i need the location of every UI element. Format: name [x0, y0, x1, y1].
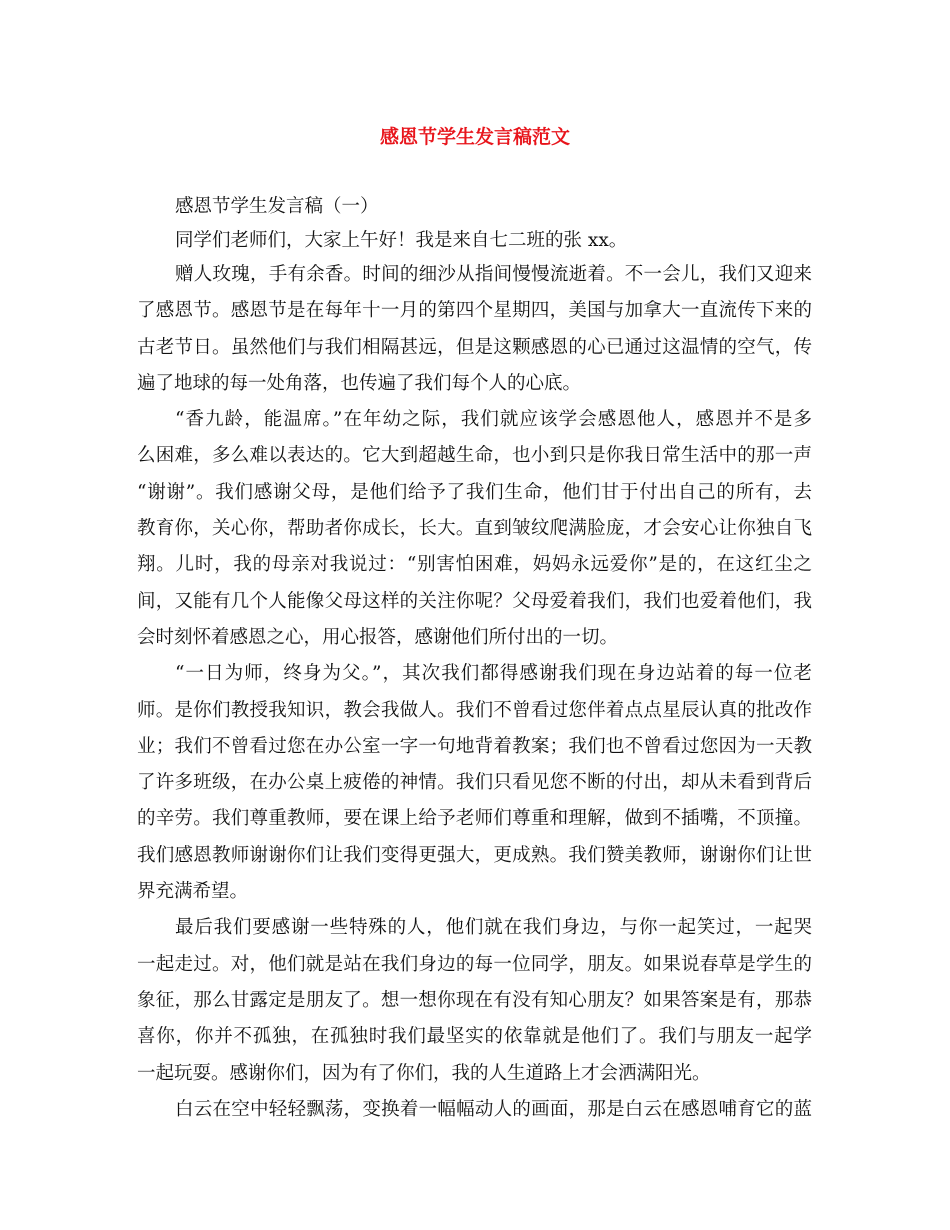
- paragraph: [137, 402, 812, 656]
- text-line: 白云在空中轻轻飘荡，变换着一幅幅动人的画面，那是白云在感恩哺育它的蓝: [175, 1098, 812, 1120]
- text-line: 古老节日。虽然他们与我们相隔甚远，但是这颗感恩的心已通过这温情的空气，传: [137, 336, 812, 358]
- text-line: 我们感恩教师谢谢你们让我们变得更强大，更成熟。我们赞美教师，谢谢你们让世: [137, 844, 812, 866]
- text-line: 翔。儿时，我的母亲对我说过：“别害怕困难，妈妈永远爱你”是的，在这红尘之: [137, 554, 812, 576]
- paragraph: [137, 656, 812, 910]
- text-line: “谢谢”。我们感谢父母，是他们给予了我们生命，他们甘于付出自己的所有，去: [137, 481, 812, 503]
- paragraph: [137, 1092, 812, 1128]
- paragraph: [137, 257, 812, 402]
- text-line: 一起走过。对，他们就是站在我们身边的每一位同学，朋友。如果说春草是学生的: [137, 953, 812, 975]
- text-line: 的辛劳。我们尊重教师，要在课上给予老师们尊重和理解，做到不插嘴，不顶撞。: [137, 808, 812, 830]
- text-line: 一起玩耍。感谢你们，因为有了你们，我的人生道路上才会洒满阳光。: [137, 1062, 711, 1084]
- text-line: 界充满希望。: [137, 881, 249, 903]
- text-line: 了感恩节。感恩节是在每年十一月的第四个星期四，美国与加拿大一直流传下来的: [137, 300, 812, 322]
- text-line: 业；我们不曾看过您在办公室一字一句地背着教案；我们也不曾看过您因为一天教: [137, 735, 812, 757]
- text-line: 最后我们要感谢一些特殊的人，他们就在我们身边，与你一起笑过，一起哭: [175, 917, 812, 939]
- document-title: 感恩节学生发言稿范文: [379, 126, 570, 148]
- paragraph: [137, 224, 812, 258]
- paragraph: [137, 910, 812, 1091]
- paragraph: [137, 190, 812, 224]
- text-line: 赠人玫瑰，手有余香。时间的细沙从指间慢慢流逝着。不一会儿，我们又迎来: [175, 264, 812, 285]
- text-line: 遍了地球的每一处角落，也传遍了我们每个人的心底。: [137, 372, 582, 394]
- text-line: 间，又能有几个人能像父母这样的关注你呢？父母爱着我们，我们也爱着他们，我: [137, 590, 812, 612]
- text-line: 教育你，关心你，帮助者你成长，长大。直到皱纹爬满脸庞，才会安心让你独自飞: [137, 518, 812, 540]
- text-line: 同学们老师们，大家上午好！我是来自七二班的张 xx。: [175, 229, 628, 251]
- text-line: 喜你，你并不孤独，在孤独时我们最坚实的依靠就是他们了。我们与朋友一起学: [137, 1026, 812, 1048]
- document-body: [137, 190, 812, 1128]
- text-line: “一日为师，终身为父。”，其次我们都得感谢我们现在身边站着的每一位老: [175, 663, 812, 685]
- text-line: 了许多班级，在办公桌上疲倦的神情。我们只看见您不断的付出，却从未看到背后: [137, 772, 812, 794]
- text-line: 师。是你们教授我知识，教会我做人。我们不曾看过您伴着点点星辰认真的批改作: [137, 699, 812, 721]
- text-line: 么困难，多么难以表达的。它大到超越生命，也小到只是你我日常生活中的那一声: [137, 445, 812, 467]
- text-line: 象征，那么甘露定是朋友了。想一想你现在有没有知心朋友？如果答案是有，那恭: [137, 989, 812, 1011]
- text-line: 感恩节学生发言稿（一）: [175, 196, 379, 217]
- text-line: 会时刻怀着感恩之心，用心报答，感谢他们所付出的一切。: [137, 626, 619, 648]
- text-line: “香九龄，能温席。”在年幼之际，我们就应该学会感恩他人，感恩并不是多: [175, 409, 812, 431]
